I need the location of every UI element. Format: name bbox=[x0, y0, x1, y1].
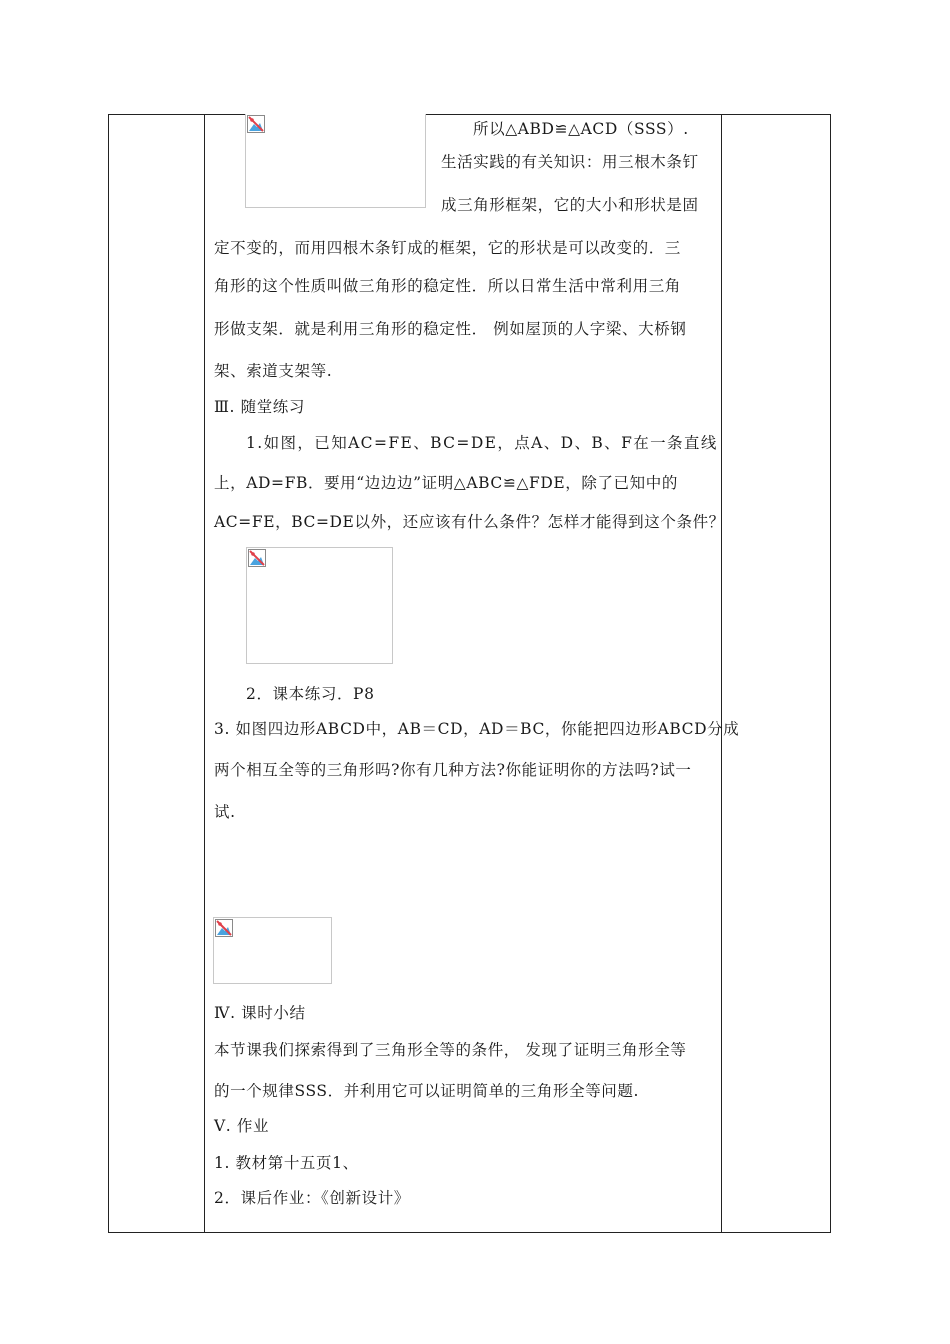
table-border-col1 bbox=[204, 114, 205, 1233]
summary-line-1: 本节课我们探索得到了三角形全等的条件， 发现了证明三角形全等 bbox=[214, 1041, 687, 1059]
section-heading-homework: Ⅴ. 作业 bbox=[214, 1117, 270, 1135]
broken-image-icon bbox=[215, 919, 233, 937]
text-line-4: 定不变的，而用四根木条钉成的框架，它的形状是可以改变的．三 bbox=[214, 239, 681, 257]
exercise-1-line-2: 上，AD=FB．要用“边边边”证明△ABC≌△FDE，除了已知中的 bbox=[214, 474, 678, 492]
text-line-2: 生活实践的有关知识：用三根木条钉 bbox=[441, 153, 699, 171]
exercise-3-line-2: 两个相互全等的三角形吗?你有几种方法?你能证明你的方法吗?试一 bbox=[214, 761, 692, 779]
exercise-3-line-1: 3. 如图四边形ABCD中，AB＝CD，AD＝BC，你能把四边形ABCD分成 bbox=[214, 720, 740, 738]
exercise-1-line-3: AC=FE，BC=DE以外，还应该有什么条件？怎样才能得到这个条件？ bbox=[214, 513, 725, 531]
homework-item-1: 1. 教材第十五页1、 bbox=[214, 1154, 359, 1172]
table-border-col2 bbox=[721, 114, 722, 1233]
text-line-3: 成三角形框架，它的大小和形状是固 bbox=[441, 196, 699, 214]
text-line-7: 架、索道支架等. bbox=[214, 362, 333, 380]
figure-placeholder-1 bbox=[245, 114, 426, 208]
figure-placeholder-2 bbox=[246, 547, 393, 664]
table-border-bottom bbox=[108, 1232, 831, 1233]
homework-item-2: 2．课后作业：《创新设计》 bbox=[214, 1189, 410, 1207]
broken-image-icon bbox=[247, 115, 265, 133]
text-line-6: 形做支架．就是利用三角形的稳定性． 例如屋顶的人字梁、大桥钢 bbox=[214, 320, 687, 338]
text-line-5: 角形的这个性质叫做三角形的稳定性．所以日常生活中常利用三角 bbox=[214, 277, 681, 295]
broken-image-icon bbox=[248, 549, 266, 567]
exercise-1-line-1: 1.如图，已知AC=FE、BC=DE，点A、D、B、F在一条直线 bbox=[246, 434, 718, 452]
table-border-left bbox=[108, 114, 109, 1233]
exercise-2: 2．课本练习．P8 bbox=[246, 685, 375, 703]
exercise-3-line-3: 试. bbox=[214, 803, 236, 821]
section-heading-summary: Ⅳ. 课时小结 bbox=[214, 1004, 306, 1022]
table-border-right bbox=[830, 114, 831, 1233]
summary-line-2: 的一个规律SSS．并利用它可以证明简单的三角形全等问题. bbox=[214, 1082, 640, 1100]
table-border-top bbox=[108, 114, 831, 115]
section-heading-practice: Ⅲ. 随堂练习 bbox=[214, 398, 306, 416]
figure-placeholder-3 bbox=[213, 917, 332, 984]
text-line-1: 所以△ABD≌△ACD（SSS）. bbox=[473, 120, 689, 138]
